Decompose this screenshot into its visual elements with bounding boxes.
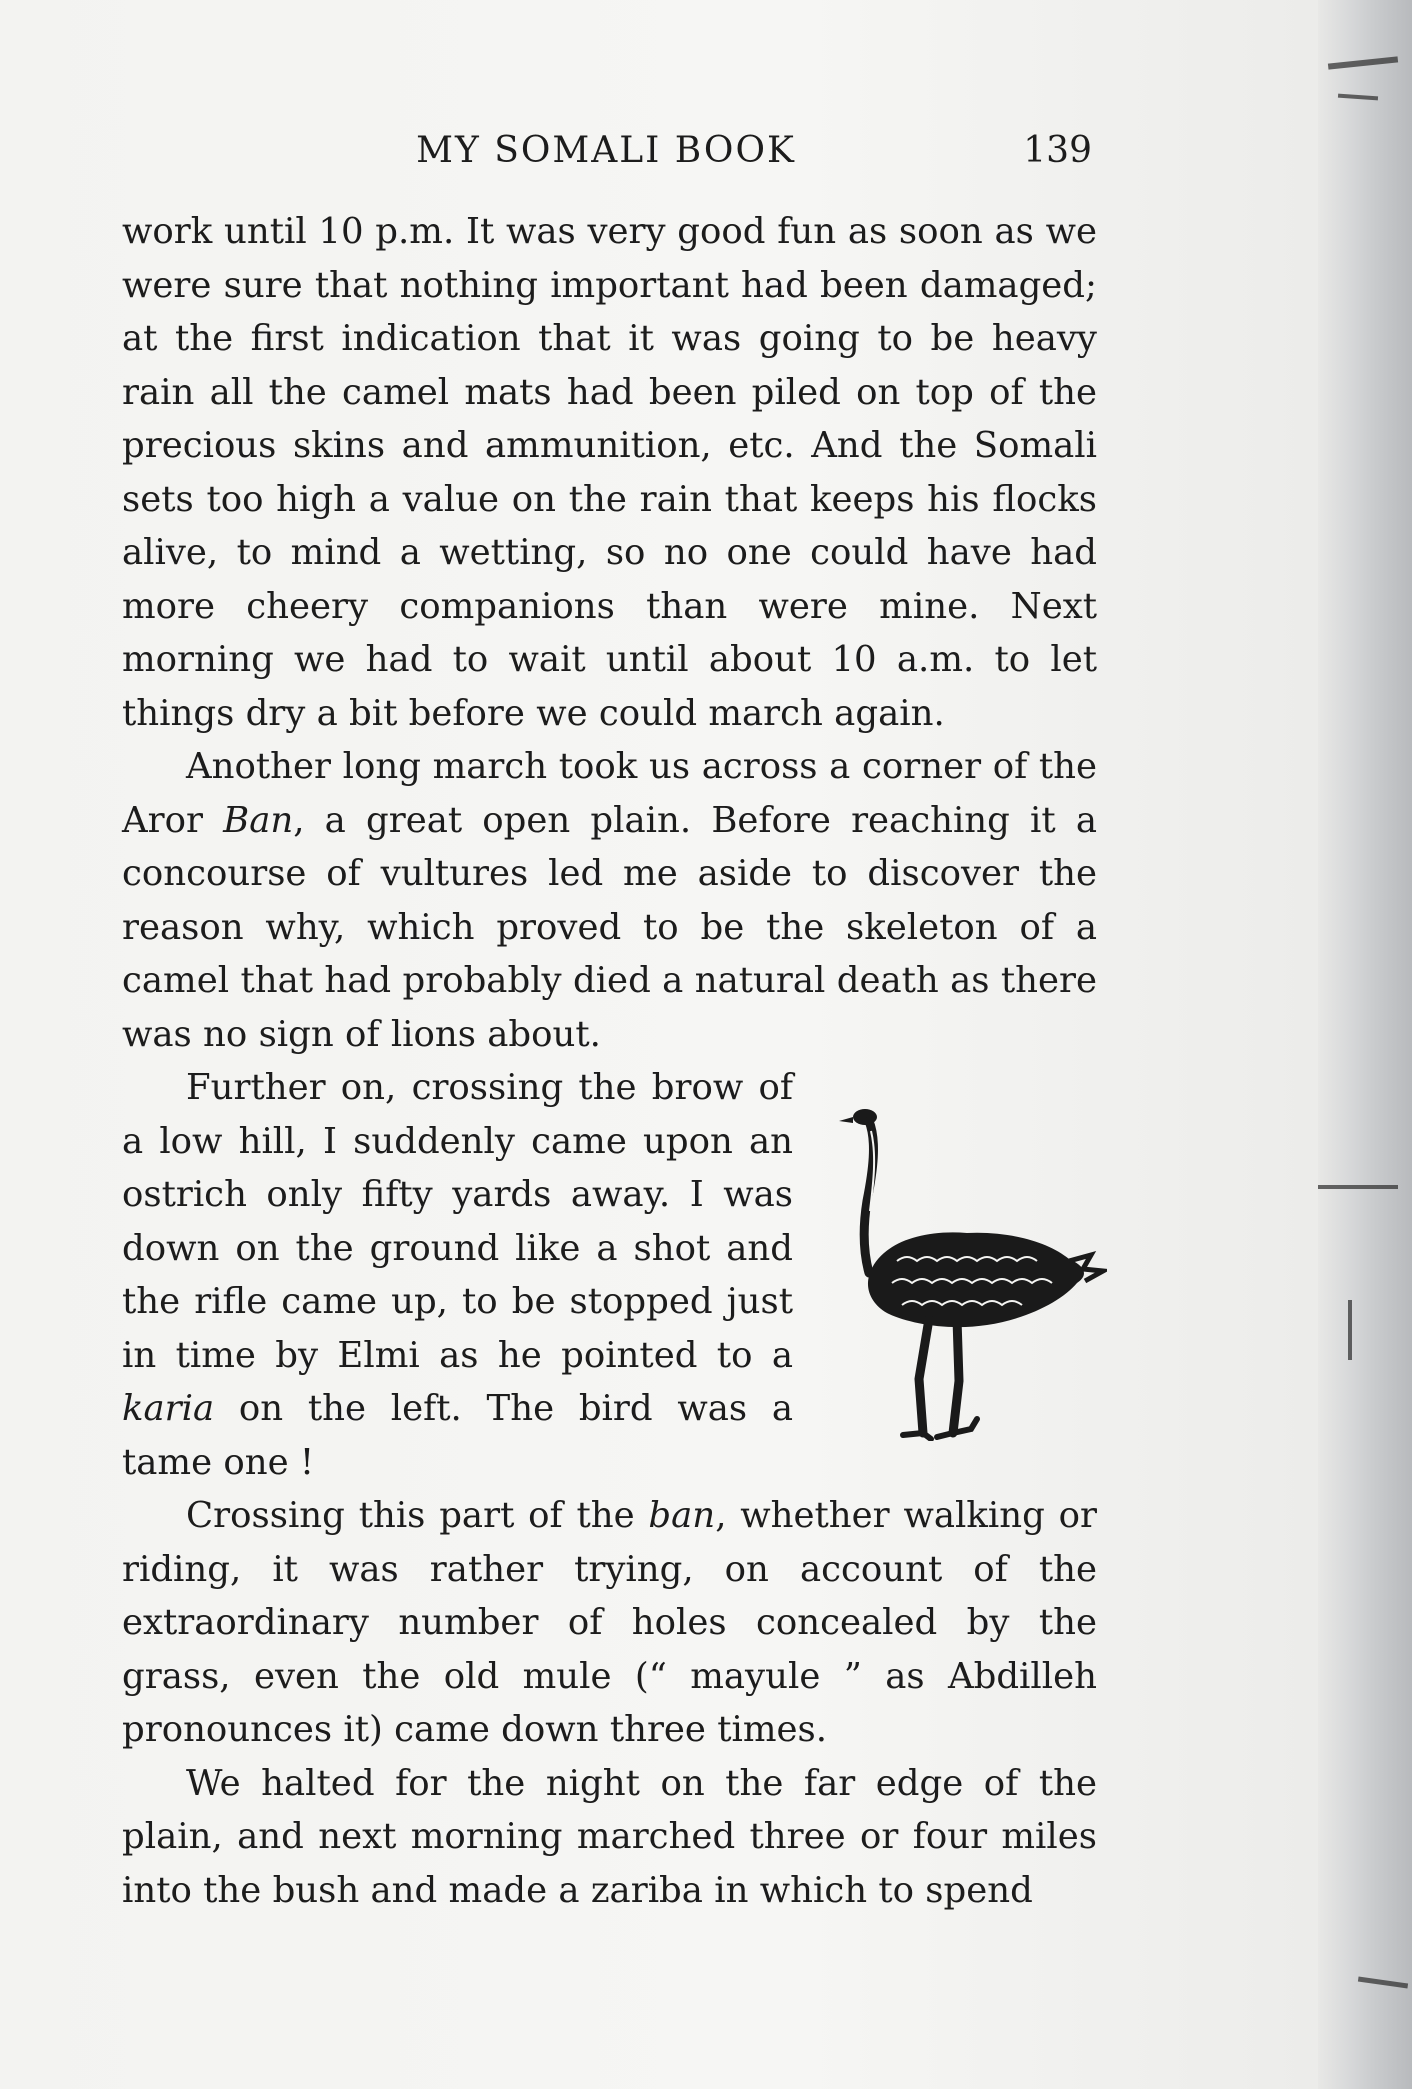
paragraph-3: Further on, crossing the brow of a low hill, I suddenly came upon an ostrich only fifty yards away. I was down on the ground like a shot and the rifle came up, to be stopped just in time by Elmi as he pointed to a karia on the left. The bird was a tame one !: [122, 1061, 1097, 1489]
book-spine-edge: [1318, 0, 1412, 2089]
page-header: [120, 130, 1092, 180]
ostrich-illustration-icon: [807, 1061, 1107, 1441]
paragraph-2: Another long march took us across a corner of the Aror Ban, a great open plain. Before reaching it a concourse of vultures led me aside to discover the reason why, which proved to be the skeleton of a camel that had probably died a natural death as there was no sign of lions about.: [122, 746, 1097, 1055]
body-text: [122, 205, 1097, 1917]
paragraph-1: work until 10 p.m. It was very good fun as soon as we were sure that nothing important had been damaged; at the first indication that it was going to be heavy rain all the camel mats had been piled on top of the precious skins and ammunition, etc. And the Somali sets too high a value on the rain that keeps his flocks alive, to mind a wetting, so no one could have had more cheery companions than were mine. Next morning we had to wait until about 10 a.m. to let things dry a bit before we could march again.: [122, 211, 1097, 734]
paragraph-5: We halted for the night on the far edge of the plain, and next morning marched three or four miles into the bush and made a zariba in which to spend: [122, 1762, 1097, 1911]
paragraph-4: Crossing this part of the ban, whether walking or riding, it was rather trying, on account of the extraordinary number of holes concealed by the grass, even the old mule (“ mayule ” as Abdilleh pronounces it) came down three times.: [122, 1495, 1097, 1750]
page-number: 139: [1023, 130, 1092, 171]
running-title: MY SOMALI BOOK: [416, 130, 796, 171]
